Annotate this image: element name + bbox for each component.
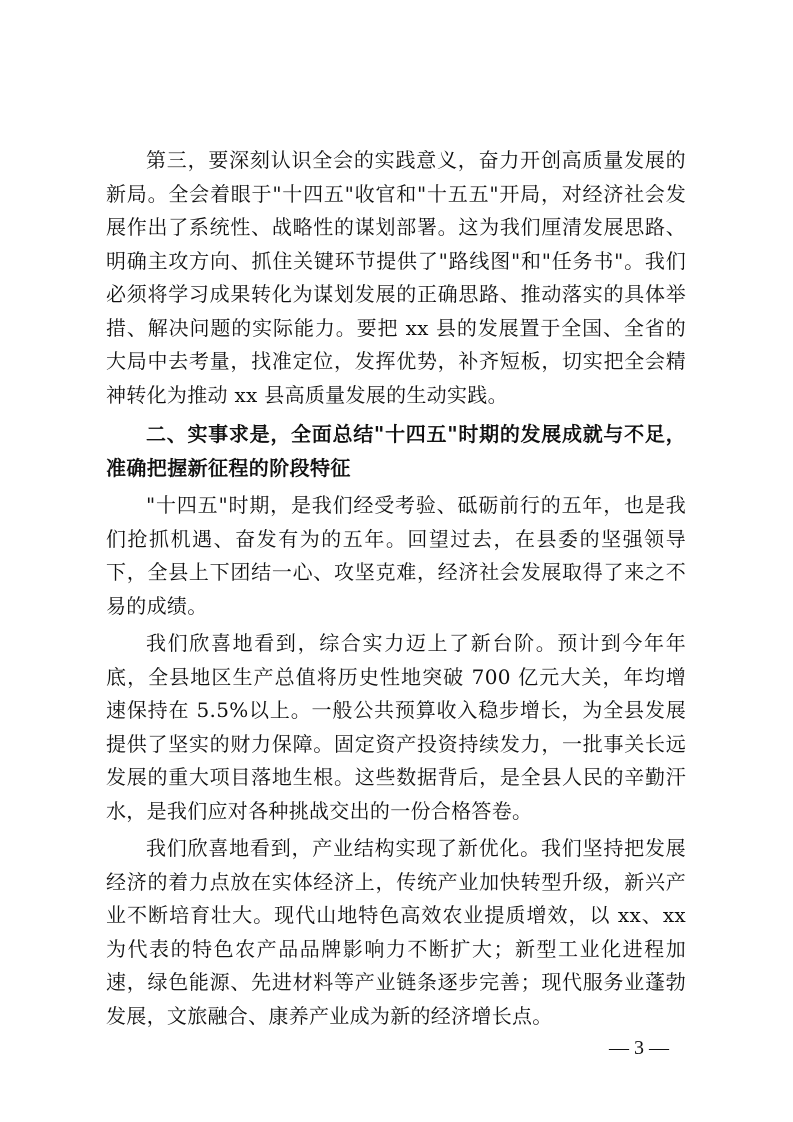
paragraph-economic-strength: 我们欣喜地看到，综合实力迈上了新台阶。预计到今年年底，全县地区生产总值将历史性地突破 700 亿元大关，年均增速保持在 5.5%以上。一般公共预算收入稳步增长，为全县发展提供了坚实的财力保障。固定资产投资持续发力，一批事关长远发展的重大项目落地生根。这些数据背后，是全县人民的辛勤汗水，是我们应对各种挑战交出的一份合格答卷。 [106, 631, 686, 823]
page-number: — 3 — [609, 1037, 669, 1059]
paragraph-industrial-structure: 我们欣喜地看到，产业结构实现了新优化。我们坚持把发展经济的着力点放在实体经济上，传统产业加快转型升级，新兴产业不断培育壮大。现代山地特色高效农业提质增效，以 xx、xx 为代表的特色农产品品牌影响力不断扩大；新型工业化进程加速，绿色能源、先进材料等产业链条逐步完善；现代服务业蓬勃发展，文旅融合、康养产业成为新的经济增长点。 [106, 836, 686, 1028]
document-body [106, 144, 686, 1033]
paragraph-review: "十四五"时期，是我们经受考验、砥砺前行的五年，也是我们抢抓机遇、奋发有为的五年。回望过去，在县委的坚强领导下，全县上下团结一心、攻坚克难，经济社会发展取得了来之不易的成绩。 [106, 493, 686, 618]
section-heading: 二、实事求是，全面总结"十四五"时期的发展成就与不足，准确把握新征程的阶段特征 [106, 422, 686, 480]
paragraph-significance: 第三，要深刻认识全会的实践意义，奋力开创高质量发展的新局。全会着眼于"十四五"收官和"十五五"开局，对经济社会发展作出了系统性、战略性的谋划部署。这为我们厘清发展思路、明确主攻方向、抓住关键环节提供了"路线图"和"任务书"。我们必须将学习成果转化为谋划发展的正确思路、推动落实的具体举措、解决问题的实际能力。要把 xx 县的发展置于全国、全省的大局中去考量，找准定位，发挥优势，补齐短板，切实把全会精神转化为推动 xx 县高质量发展的生动实践。 [106, 148, 686, 407]
